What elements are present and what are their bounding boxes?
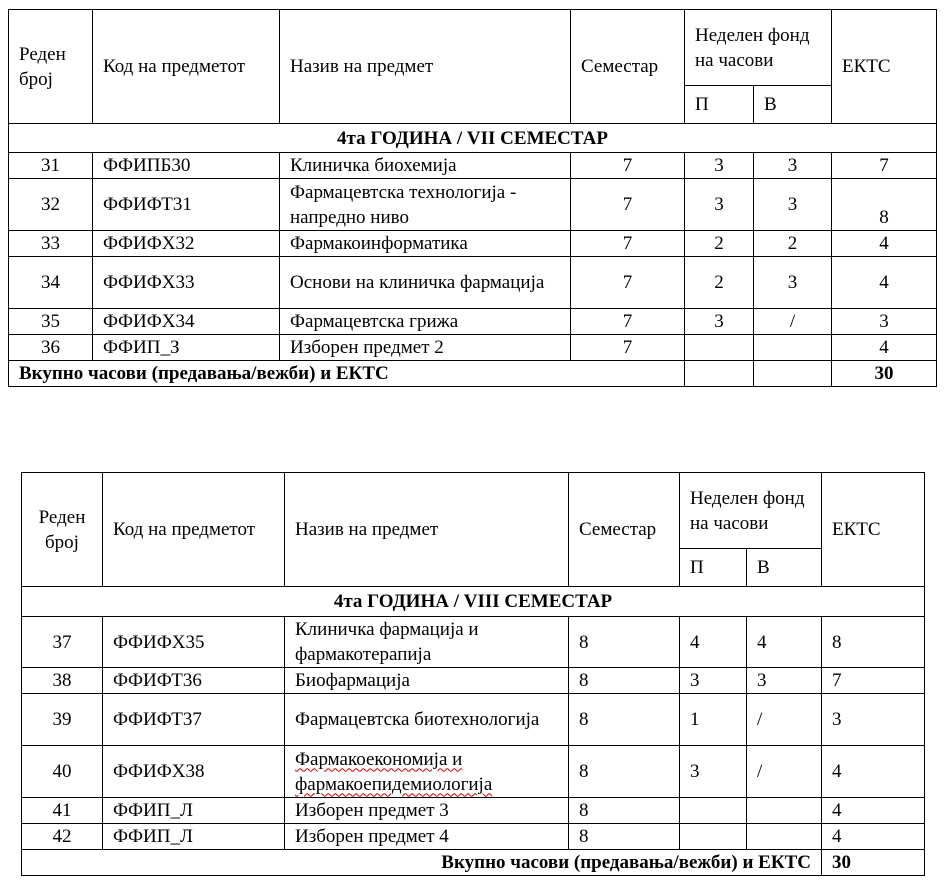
- course-code: ФФИФХ35: [103, 617, 285, 668]
- lectures-value: 3: [680, 746, 747, 798]
- ects-value: 4: [832, 335, 937, 361]
- lectures-value: 2: [685, 231, 754, 257]
- ects-value: 7: [832, 153, 937, 179]
- lectures-value: [680, 798, 747, 824]
- header-semester: Семестар: [569, 473, 680, 587]
- row-number: 31: [9, 153, 93, 179]
- course-code: ФФИП_Л: [103, 798, 285, 824]
- course-code: ФФИПБ30: [93, 153, 280, 179]
- row-number: 41: [22, 798, 103, 824]
- lectures-value: 3: [685, 179, 754, 231]
- table-row: [22, 824, 925, 850]
- spellcheck-underlined-text: Фармакоекономија и фармакоепидемиологија: [295, 748, 493, 795]
- ects-value: 3: [822, 694, 925, 746]
- row-number: 33: [9, 231, 93, 257]
- course-name: Клиничка биохемија: [280, 153, 571, 179]
- table-row: [22, 798, 925, 824]
- course-name: Изборен предмет 3: [285, 798, 569, 824]
- ects-value: 7: [822, 668, 925, 694]
- semester-value: 7: [571, 179, 685, 231]
- row-number: 35: [9, 309, 93, 335]
- course-name: Изборен предмет 2: [280, 335, 571, 361]
- row-number: 39: [22, 694, 103, 746]
- header-ects: ЕКТС: [832, 10, 937, 124]
- semester-value: 7: [571, 231, 685, 257]
- semester-viii-table: [21, 472, 925, 876]
- course-code: ФФИФХ38: [103, 746, 285, 798]
- lectures-value: 1: [680, 694, 747, 746]
- table-row: [22, 617, 925, 668]
- course-code: ФФИФХ33: [93, 257, 280, 309]
- section-title: 4та ГОДИНА / VII СЕМЕСТАР: [9, 124, 937, 153]
- course-name: Фармацевтска биотехнологија: [285, 694, 569, 746]
- lectures-value: [680, 824, 747, 850]
- row-number: 40: [22, 746, 103, 798]
- exercises-value: /: [747, 746, 822, 798]
- exercises-value: 4: [747, 617, 822, 668]
- semester-value: 7: [571, 309, 685, 335]
- row-number: 32: [9, 179, 93, 231]
- ects-value: 8: [822, 617, 925, 668]
- exercises-value: [747, 824, 822, 850]
- course-name: [285, 746, 569, 798]
- row-number: 34: [9, 257, 93, 309]
- header-exercises: В: [754, 86, 832, 124]
- course-code: ФФИФТ36: [103, 668, 285, 694]
- course-name: Клиничка фармација и фармакотерапија: [285, 617, 569, 668]
- semester-value: 7: [571, 153, 685, 179]
- course-name: Изборен предмет 4: [285, 824, 569, 850]
- header-row-number: Реден број: [22, 473, 103, 587]
- table-row: [22, 694, 925, 746]
- row-number: 38: [22, 668, 103, 694]
- ects-value: 4: [822, 824, 925, 850]
- lectures-value: [685, 335, 754, 361]
- exercises-value: 3: [754, 257, 832, 309]
- total-label: Вкупно часови (предавања/вежби) и ЕКТС: [9, 361, 685, 387]
- ects-value: 4: [832, 231, 937, 257]
- header-course-name: Назив на предмет: [280, 10, 571, 124]
- semester-value: 8: [569, 824, 680, 850]
- table-row: [9, 231, 937, 257]
- semester-value: 8: [569, 746, 680, 798]
- lectures-value: 3: [680, 668, 747, 694]
- course-code: ФФИП_Л: [103, 824, 285, 850]
- row-number: 37: [22, 617, 103, 668]
- course-code: ФФИФХ32: [93, 231, 280, 257]
- semester-value: 8: [569, 798, 680, 824]
- course-code: ФФИП_З: [93, 335, 280, 361]
- table-row: [22, 668, 925, 694]
- header-course-code: Код на предметот: [103, 473, 285, 587]
- course-name: Основи на клиничка фармација: [280, 257, 571, 309]
- course-name: Фармацевтска технологија - напредно ниво: [280, 179, 571, 231]
- header-row-number: Реден број: [9, 10, 93, 124]
- total-row: [22, 850, 925, 876]
- ects-value: 4: [822, 746, 925, 798]
- ects-value: 4: [822, 798, 925, 824]
- lectures-value: 2: [685, 257, 754, 309]
- ects-value: 3: [832, 309, 937, 335]
- exercises-value: [747, 798, 822, 824]
- course-code: ФФИФТ37: [103, 694, 285, 746]
- header-course-code: Код на предметот: [93, 10, 280, 124]
- total-ects: 30: [832, 361, 937, 387]
- lectures-value: 3: [685, 153, 754, 179]
- table-row: [9, 257, 937, 309]
- header-weekly-hours: Неделен фонд на часови: [685, 10, 832, 86]
- table-row: [22, 746, 925, 798]
- total-exercises: [754, 361, 832, 387]
- total-row: [9, 361, 937, 387]
- total-ects: 30: [822, 850, 925, 876]
- exercises-value: /: [754, 309, 832, 335]
- semester-value: 8: [569, 668, 680, 694]
- semester-value: 7: [571, 335, 685, 361]
- header-semester: Семестар: [571, 10, 685, 124]
- total-label: Вкупно часови (предавања/вежби) и ЕКТС: [22, 850, 822, 876]
- header-course-name: Назив на предмет: [285, 473, 569, 587]
- exercises-value: 3: [754, 153, 832, 179]
- header-ects: ЕКТС: [822, 473, 925, 587]
- semester-value: 7: [571, 257, 685, 309]
- total-lectures: [685, 361, 754, 387]
- section-title: 4та ГОДИНА / VIII СЕМЕСТАР: [22, 587, 925, 617]
- semester-vii-table: [8, 9, 937, 387]
- course-name: Биофармација: [285, 668, 569, 694]
- row-number: 42: [22, 824, 103, 850]
- course-name: Фармацевтска грижа: [280, 309, 571, 335]
- ects-value: 4: [832, 257, 937, 309]
- table-row: [9, 179, 937, 231]
- table-row: [9, 153, 937, 179]
- course-code: ФФИФТ31: [93, 179, 280, 231]
- lectures-value: 3: [685, 309, 754, 335]
- lectures-value: 4: [680, 617, 747, 668]
- header-lectures: П: [680, 549, 747, 587]
- exercises-value: 3: [754, 179, 832, 231]
- exercises-value: /: [747, 694, 822, 746]
- header-weekly-hours: Неделен фонд на часови: [680, 473, 822, 549]
- header-lectures: П: [685, 86, 754, 124]
- exercises-value: 2: [754, 231, 832, 257]
- ects-value: 8: [832, 179, 937, 231]
- table-row: [9, 309, 937, 335]
- course-code: ФФИФХ34: [93, 309, 280, 335]
- row-number: 36: [9, 335, 93, 361]
- semester-value: 8: [569, 694, 680, 746]
- semester-value: 8: [569, 617, 680, 668]
- exercises-value: 3: [747, 668, 822, 694]
- course-name: Фармакоинформатика: [280, 231, 571, 257]
- table-row: [9, 335, 937, 361]
- header-exercises: В: [747, 549, 822, 587]
- exercises-value: [754, 335, 832, 361]
